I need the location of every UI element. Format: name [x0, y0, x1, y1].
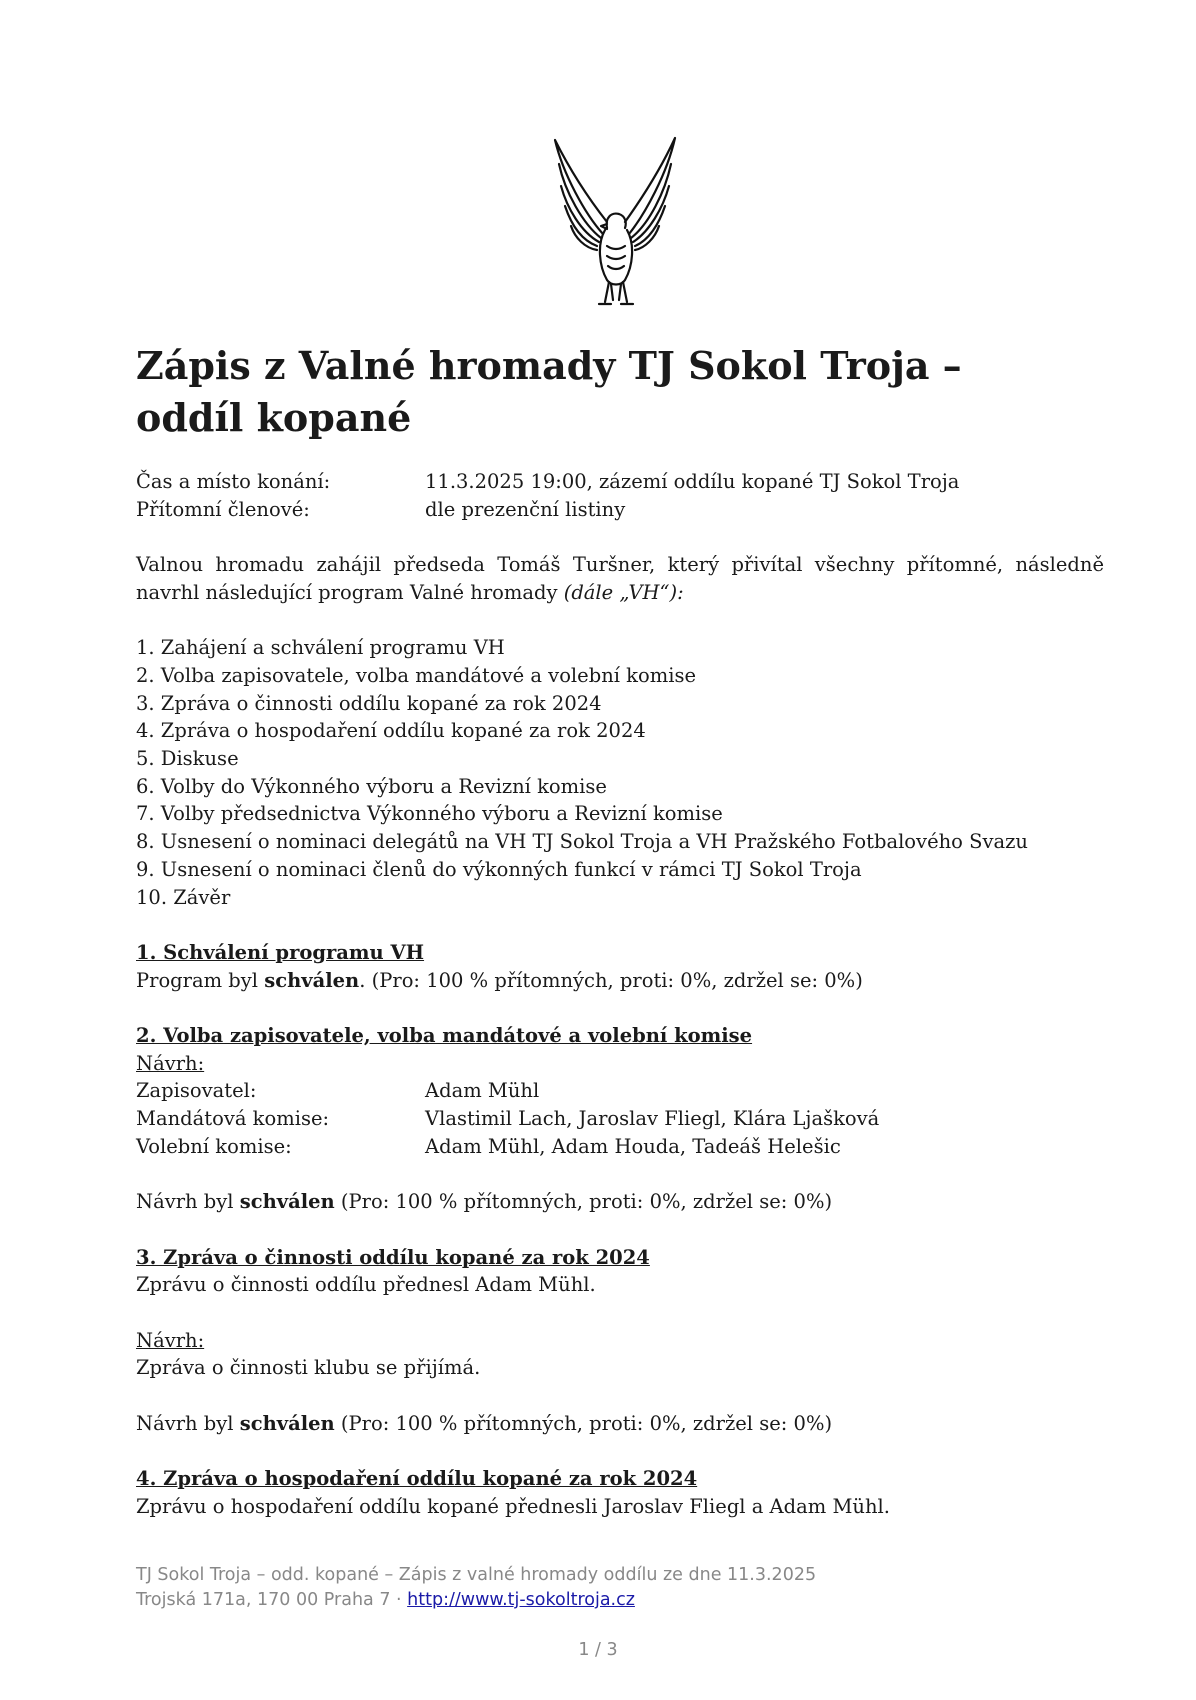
document-body [136, 468, 1104, 1521]
meta-row-members [136, 496, 1104, 524]
result-bold: schválen [264, 968, 360, 992]
intro-paragraph [136, 551, 1104, 606]
footer-line-2 [136, 1588, 816, 1613]
agenda-item: 3. Zpráva o činnosti oddílu kopané za rok 2024 [136, 691, 602, 715]
meta-row-time [136, 468, 1104, 496]
section-heading-2: 2. Volba zapisovatele, volba mandátové a volební komise [136, 1024, 753, 1047]
result-post: (Pro: 100 % přítomných, proti: 0%, zdržel se: 0%) [334, 1411, 833, 1435]
agenda-item: 7. Volby předsednictva Výkonného výboru a Revizní komise [136, 802, 723, 826]
page-footer [136, 1563, 816, 1613]
section-3-text: Zprávu o činnosti oddílu přednesl Adam Mühl. [136, 1273, 596, 1297]
meta-value: dle prezenční listiny [425, 497, 626, 521]
result-bold: schválen [239, 1411, 335, 1435]
footer-address: Trojská 171a, 170 00 Praha 7 · [136, 1590, 408, 1610]
section-1-result [136, 967, 1104, 995]
meta-value: 11.3.2025 19:00, zázemí oddílu kopané TJ Sokol Troja [425, 470, 960, 493]
agenda-item: 2. Volba zapisovatele, volba mandátové a volební komise [136, 663, 697, 687]
result-post: (Pro: 100 % přítomných, proti: 0%, zdržel se: 0%) [334, 1190, 833, 1214]
page-title: Zápis z Valné hromady TJ Sokol Troja – oddíl kopané [136, 343, 962, 440]
commission-value: Vlastimil Lach, Jaroslav Fliegl, Klára Ljašková [425, 1107, 880, 1131]
commission-value: Adam Mühl [425, 1079, 540, 1103]
page-number: 1 / 3 [578, 1640, 618, 1660]
intro-italic: (dále „VH“): [563, 580, 684, 604]
falcon-logo-icon [545, 134, 685, 314]
commission-label: Volební komise: [136, 1134, 292, 1158]
result-post: . (Pro: 100 % přítomných, proti: 0%, zdržel se: 0%) [359, 968, 863, 992]
agenda-item: 5. Diskuse [136, 747, 239, 770]
intro-text: Valnou hromadu zahájil předseda Tomáš Turšner, který přivítal všechny přítomné, následně navrhl následující program Valné hromady [136, 553, 1104, 604]
agenda-item: 10. Závěr [136, 885, 231, 909]
agenda-item: 4. Zpráva o hospodaření oddílu kopané za rok 2024 [136, 719, 646, 743]
agenda-list [136, 634, 1104, 911]
section-heading-4: 4. Zpráva o hospodaření oddílu kopané za rok 2024 [136, 1467, 698, 1491]
section-heading-1: 1. Schválení programu VH [136, 940, 425, 964]
commission-label: Mandátová komise: [136, 1107, 330, 1131]
commission-row [136, 1133, 1104, 1161]
agenda-item: 9. Usnesení o nominaci členů do výkonných funkcí v rámci TJ Sokol Troja [136, 857, 862, 881]
agenda-item: 8. Usnesení o nominaci delegátů na VH TJ Sokol Troja a VH Pražského Fotbalového Svazu [136, 830, 1028, 854]
meta-label: Přítomní členové: [136, 497, 310, 521]
proposal-text: Zpráva o činnosti klubu se přijímá. [136, 1356, 481, 1380]
agenda-item: 1. Zahájení a schválení programu VH [136, 636, 505, 660]
result-pre: Návrh byl [136, 1411, 240, 1435]
footer-line-1: TJ Sokol Troja – odd. kopané – Zápis z valné hromady oddílu ze dne 11.3.2025 [136, 1565, 817, 1585]
commission-label: Zapisovatel: [136, 1079, 257, 1103]
section-4-text: Zprávu o hospodaření oddílu kopané přednesli Jaroslav Fliegl a Adam Mühl. [136, 1494, 890, 1518]
result-pre: Návrh byl [136, 1190, 240, 1214]
commission-row [136, 1077, 1104, 1105]
section-3-result [136, 1410, 1104, 1438]
website-link[interactable]: http://www.tj-sokoltroja.cz [407, 1590, 635, 1610]
agenda-item: 6. Volby do Výkonného výboru a Revizní komise [136, 774, 607, 798]
section-heading-3: 3. Zpráva o činnosti oddílu kopané za rok 2024 [136, 1245, 650, 1269]
commission-row [136, 1105, 1104, 1133]
meta-label: Čas a místo konání: [136, 470, 331, 493]
result-pre: Program byl [136, 968, 265, 992]
proposal-label: Návrh: [136, 1328, 205, 1352]
commission-value: Adam Mühl, Adam Houda, Tadeáš Helešic [425, 1134, 841, 1158]
result-bold: schválen [239, 1190, 335, 1214]
section-2-result [136, 1188, 1104, 1216]
proposal-label: Návrh: [136, 1051, 205, 1075]
